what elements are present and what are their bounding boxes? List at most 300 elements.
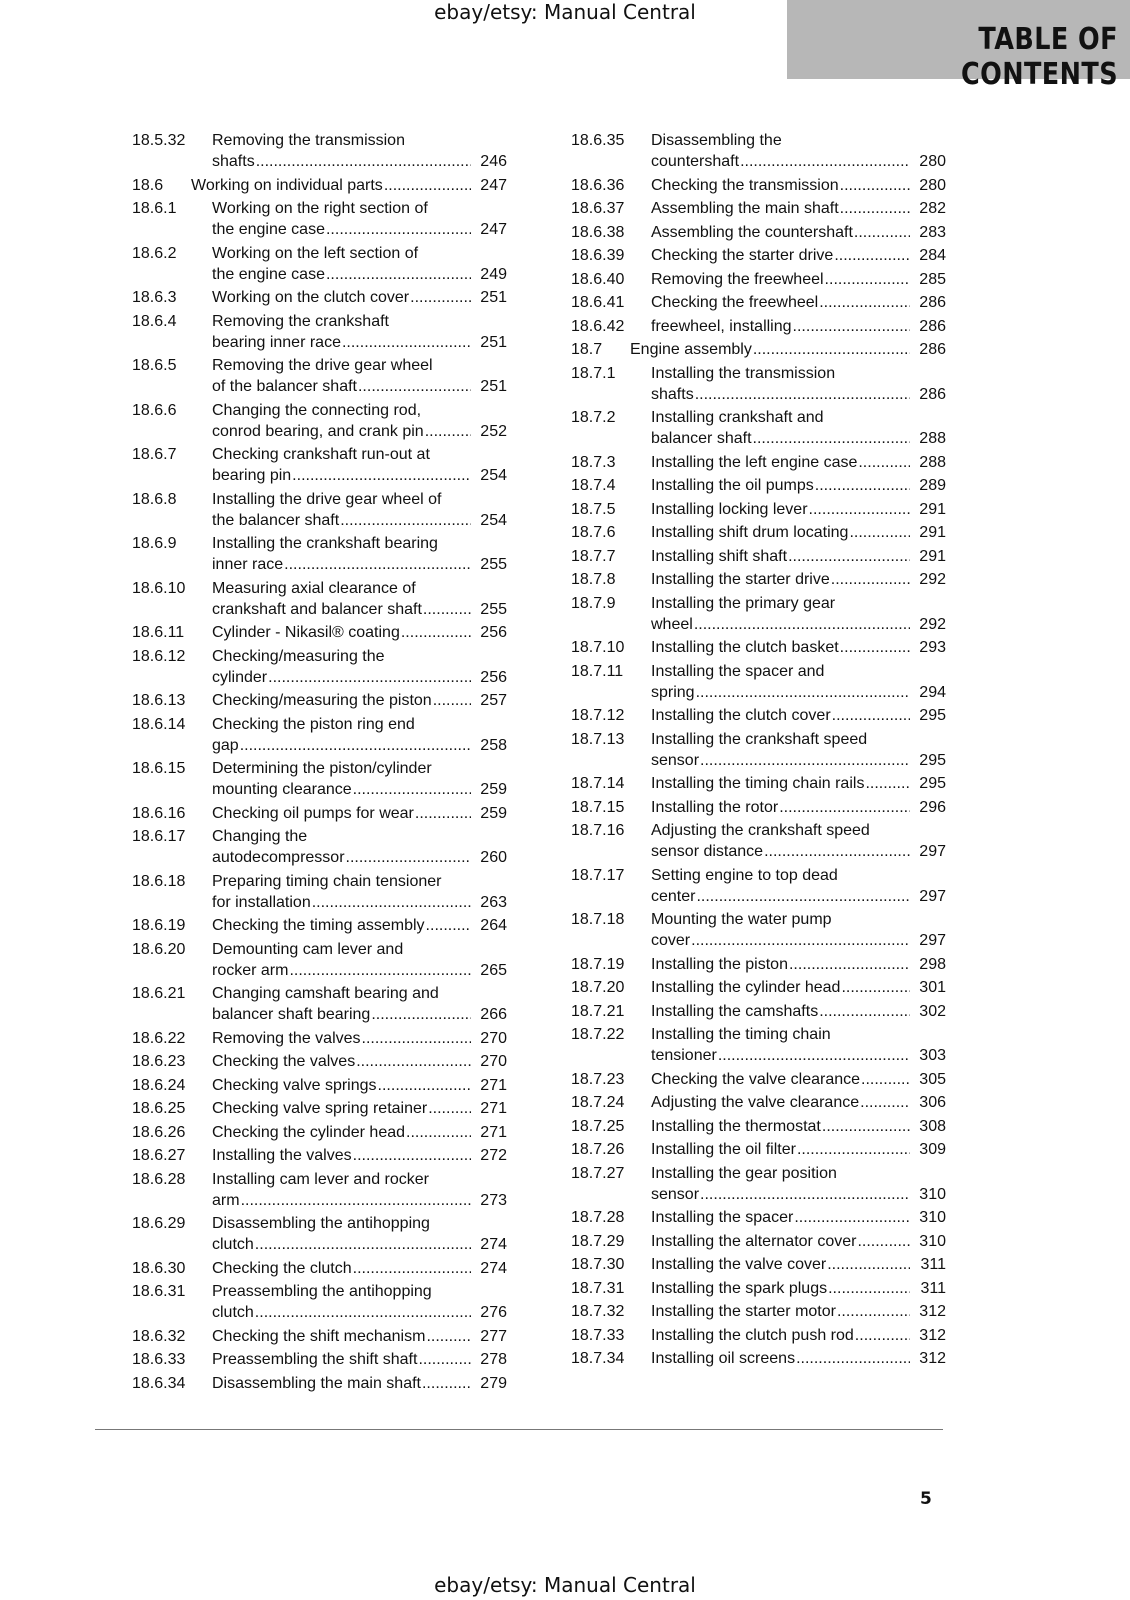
toc-entry-number: 18.6.18	[132, 872, 186, 890]
toc-entry-page: 251	[480, 378, 507, 395]
toc-entry-page: 277	[480, 1327, 507, 1345]
toc-entry[interactable]	[571, 661, 946, 703]
toc-entry-page: 274	[480, 1236, 507, 1253]
toc-entry[interactable]	[132, 1145, 507, 1166]
toc-entry-number: 18.7.26	[571, 1141, 625, 1158]
toc-entry[interactable]	[132, 758, 507, 800]
toc-entry[interactable]	[132, 939, 507, 981]
toc-entry-title: Checking the shift mechanism	[212, 1327, 426, 1345]
dot-leader	[696, 886, 910, 907]
toc-entry-title: Installing the timing chain rails	[651, 775, 865, 792]
toc-entry-page: 286	[919, 294, 946, 311]
toc-entry[interactable]	[571, 865, 946, 907]
toc-entry-page: 256	[480, 668, 507, 686]
toc-entry-title: rocker arm	[212, 961, 289, 979]
dot-leader	[753, 339, 910, 360]
toc-left-column	[132, 130, 507, 1396]
toc-entry-title: Preassembling the shift shaft	[212, 1351, 418, 1368]
toc-entry-page: 296	[919, 798, 946, 816]
dot-leader	[822, 1116, 910, 1137]
toc-entry[interactable]	[571, 593, 946, 635]
toc-entry-title: the balancer shaft	[212, 511, 340, 529]
toc-entry[interactable]	[132, 198, 507, 240]
toc-entry-page: 274	[480, 1259, 507, 1277]
toc-entry-title: Changing the connecting rod,	[212, 401, 422, 419]
toc-entry[interactable]	[571, 637, 946, 658]
toc-entry[interactable]	[132, 1213, 507, 1255]
toc-entry-number: 18.7.20	[571, 979, 625, 996]
toc-entry-page: 289	[919, 477, 946, 494]
toc-entry-title: Checking the transmission	[651, 176, 839, 194]
toc-entry[interactable]	[571, 245, 946, 266]
toc-entry-number: 18.7.18	[571, 911, 625, 928]
toc-entry[interactable]	[571, 569, 946, 590]
toc-entry-number: 18.7.24	[571, 1094, 625, 1111]
dot-leader	[794, 1207, 910, 1228]
toc-entry-page: 259	[480, 804, 507, 822]
toc-entry[interactable]	[571, 363, 946, 405]
dot-leader	[353, 1258, 471, 1279]
toc-entry[interactable]	[132, 355, 507, 397]
dot-leader	[865, 773, 910, 794]
dot-leader	[718, 1045, 910, 1066]
toc-entry[interactable]	[571, 407, 946, 449]
toc-entry-page: 247	[480, 176, 507, 194]
toc-entry-page: 265	[480, 961, 507, 979]
toc-entry-title: Installing the oil filter	[651, 1141, 796, 1158]
toc-entry-page: 297	[919, 932, 946, 949]
toc-entry[interactable]	[571, 773, 946, 794]
toc-entry-number: 18.7.12	[571, 707, 625, 724]
toc-entry-number: 18.6.16	[132, 804, 186, 822]
dot-leader	[779, 797, 910, 818]
dot-leader	[854, 222, 910, 243]
dot-leader	[406, 1122, 471, 1143]
dot-leader	[342, 332, 471, 353]
toc-entry-page: 288	[919, 453, 946, 471]
toc-entry-page: 309	[919, 1141, 946, 1158]
dot-leader	[840, 175, 910, 196]
toc-entry-title: sensor	[651, 1185, 700, 1203]
toc-entry[interactable]	[132, 622, 507, 643]
toc-entry[interactable]	[132, 444, 507, 486]
watermark-bottom: ebay/etsy: Manual Central	[434, 1573, 696, 1597]
toc-entry-title: Installing the camshafts	[651, 1002, 819, 1020]
toc-entry[interactable]	[571, 1092, 946, 1113]
toc-entry-title: Installing the primary gear	[651, 594, 836, 612]
toc-entry-page: 251	[480, 333, 507, 351]
toc-entry[interactable]	[571, 954, 946, 975]
dot-leader	[340, 510, 471, 531]
dot-leader	[825, 269, 910, 290]
toc-entry-number: 18.6.10	[132, 579, 186, 597]
toc-entry-page: 291	[919, 547, 946, 565]
toc-entry-number: 18.7.1	[571, 364, 616, 382]
toc-entry-page: 258	[480, 736, 507, 754]
toc-entry[interactable]	[132, 871, 507, 913]
toc-entry-number: 18.6.34	[132, 1374, 186, 1392]
toc-entry-title: clutch	[212, 1236, 254, 1253]
toc-entry-number: 18.7.33	[571, 1326, 625, 1344]
toc-entry[interactable]	[132, 1051, 507, 1072]
dot-leader	[326, 219, 471, 240]
dot-leader	[809, 499, 910, 520]
toc-entry-number: 18.7.21	[571, 1002, 625, 1020]
toc-entry[interactable]	[571, 797, 946, 818]
toc-entry-number: 18.6.25	[132, 1100, 186, 1117]
toc-entry-page: 297	[919, 843, 946, 860]
toc-entry-number: 18.7.17	[571, 866, 625, 884]
footer-divider	[95, 1429, 943, 1430]
toc-entry[interactable]	[571, 1278, 946, 1299]
toc-entry-title: Installing the piston	[651, 955, 788, 973]
dot-leader	[828, 1278, 910, 1299]
toc-entry-page: 271	[480, 1123, 507, 1141]
dot-leader	[410, 287, 471, 308]
toc-entry-title: Measuring axial clearance of	[212, 579, 416, 597]
toc-entry[interactable]	[132, 915, 507, 936]
toc-entry-page: 260	[480, 849, 507, 866]
toc-entry-number: 18.7.19	[571, 955, 625, 973]
toc-entry[interactable]	[571, 977, 946, 998]
toc-entry-number: 18.7.13	[571, 730, 625, 748]
toc-entry[interactable]	[132, 489, 507, 531]
toc-entry-number: 18.6.7	[132, 446, 177, 463]
toc-entry-title: Preassembling the antihopping	[212, 1283, 432, 1300]
toc-entry[interactable]	[571, 1163, 946, 1205]
toc-entry[interactable]	[571, 339, 946, 360]
toc-entry-page: 264	[480, 917, 507, 934]
dot-leader	[425, 421, 471, 442]
toc-entry-title: Working on the left section of	[212, 244, 419, 262]
dot-leader	[356, 1051, 471, 1072]
toc-entry-page: 284	[919, 247, 946, 264]
dot-leader	[837, 1301, 910, 1322]
toc-entry[interactable]	[132, 1098, 507, 1119]
toc-entry-title: cylinder	[212, 668, 268, 686]
toc-entry-title: Installing the crankshaft bearing	[212, 535, 438, 552]
toc-entry-title: Installing the valves	[212, 1147, 352, 1164]
toc-entry-number: 18.6.40	[571, 270, 625, 288]
toc-entry-title: the engine case	[212, 265, 325, 283]
toc-entry-page: 292	[919, 615, 946, 633]
toc-entry[interactable]	[571, 222, 946, 243]
dot-leader	[858, 452, 910, 473]
toc-entry[interactable]	[132, 1373, 507, 1394]
toc-entry[interactable]	[571, 1301, 946, 1322]
toc-entry-title: Installing locking lever	[651, 500, 808, 518]
toc-entry-title: the engine case	[212, 221, 325, 238]
toc-entry-title: Installing the thermostat	[651, 1117, 821, 1135]
toc-entry-number: 18.7.7	[571, 547, 616, 565]
toc-entry[interactable]	[132, 175, 507, 196]
toc-entry-page: 303	[919, 1047, 946, 1064]
toc-entry-number: 18.6.12	[132, 647, 186, 665]
toc-entry-title: Installing crankshaft and	[651, 409, 824, 426]
toc-entry-number: 18.7.31	[571, 1279, 625, 1297]
toc-entry-title: Working on the right section of	[212, 200, 428, 217]
toc-entry-title: cover	[651, 932, 691, 949]
toc-entry-title: Installing the clutch push rod	[651, 1326, 854, 1344]
dot-leader	[240, 735, 471, 756]
toc-entry[interactable]	[132, 1326, 507, 1347]
dot-leader	[700, 1184, 910, 1205]
toc-entry-title: Checking valve spring retainer	[212, 1100, 428, 1117]
toc-entry-number: 18.7.32	[571, 1303, 625, 1320]
toc-entry-title: Determining the piston/cylinder	[212, 760, 432, 777]
toc-entry-title: Installing oil screens	[651, 1350, 796, 1367]
dot-leader	[840, 198, 910, 219]
toc-entry[interactable]	[571, 1139, 946, 1160]
toc-entry-title: shafts	[651, 385, 694, 403]
dot-leader	[378, 1075, 471, 1096]
toc-entry[interactable]	[571, 1325, 946, 1346]
dot-leader	[753, 428, 910, 449]
toc-entry-title: Setting engine to top dead	[651, 866, 838, 884]
toc-entry[interactable]	[571, 546, 946, 567]
toc-entry-number: 18.7.16	[571, 822, 625, 839]
dot-leader	[358, 376, 471, 397]
toc-entry-title: Installing the valve cover	[651, 1256, 827, 1273]
dot-leader	[831, 569, 910, 590]
dot-leader	[241, 1190, 471, 1211]
dot-leader	[860, 1092, 910, 1113]
toc-entry-page: 295	[919, 751, 946, 769]
toc-entry-title: tensioner	[651, 1047, 717, 1064]
toc-entry-number: 18.7.5	[571, 500, 616, 518]
toc-entry[interactable]	[132, 130, 507, 172]
toc-entry-title: balancer shaft	[651, 430, 752, 447]
toc-entry-page: 292	[919, 571, 946, 588]
toc-entry[interactable]	[571, 705, 946, 726]
toc-entry[interactable]	[571, 292, 946, 313]
toc-entry[interactable]	[132, 400, 507, 442]
toc-entry-title: Checking the valve clearance	[651, 1070, 861, 1088]
toc-entry-number: 18.7.10	[571, 639, 625, 656]
toc-entry-title: Installing the starter drive	[651, 571, 830, 588]
toc-entry-title: Installing the oil pumps	[651, 477, 814, 494]
toc-entry[interactable]	[132, 646, 507, 688]
toc-entry-title: center	[651, 887, 696, 905]
dot-leader	[788, 546, 910, 567]
dot-leader	[819, 292, 910, 313]
toc-entry[interactable]	[132, 983, 507, 1025]
toc-entry-title: Changing camshaft bearing and	[212, 985, 439, 1002]
toc-entry-title: Installing the alternator cover	[651, 1232, 857, 1250]
toc-entry[interactable]	[571, 729, 946, 771]
toc-entry-number: 18.6.35	[571, 132, 625, 149]
toc-entry-page: 283	[919, 223, 946, 241]
toc-entry[interactable]	[132, 1028, 507, 1049]
toc-entry[interactable]	[571, 316, 946, 337]
toc-entry-number: 18.6	[132, 176, 164, 194]
toc-entry-title: clutch	[212, 1304, 254, 1321]
toc-entry[interactable]	[571, 1231, 946, 1252]
toc-entry-number: 18.7.28	[571, 1209, 625, 1226]
toc-entry-title: sensor	[651, 751, 700, 769]
toc-entry[interactable]	[132, 690, 507, 711]
toc-entry-page: 276	[480, 1304, 507, 1321]
toc-entry-page: 266	[480, 1006, 507, 1023]
toc-entry-title: mounting clearance	[212, 781, 352, 798]
toc-entry[interactable]	[132, 1349, 507, 1370]
toc-entry-title: sensor distance	[651, 843, 764, 860]
toc-entry-title: Installing the transmission	[651, 364, 836, 382]
toc-entry-title: Removing the valves	[212, 1029, 361, 1047]
toc-entry-title: inner race	[212, 556, 284, 573]
toc-entry-title: Disassembling the main shaft	[212, 1374, 421, 1392]
toc-entry-number: 18.5.32	[132, 132, 186, 149]
toc-entry-number: 18.6.36	[571, 176, 625, 194]
toc-entry-title: Checking crankshaft run-out at	[212, 446, 430, 463]
dot-leader	[433, 690, 471, 711]
dot-leader	[292, 465, 471, 486]
toc-entry-title: Checking the timing assembly	[212, 917, 425, 934]
toc-entry-number: 18.6.15	[132, 760, 186, 777]
toc-entry[interactable]	[132, 1075, 507, 1096]
toc-entry-number: 18.6.2	[132, 244, 177, 262]
toc-entry-title: Installing the clutch basket	[651, 639, 839, 656]
toc-entry-number: 18.6.20	[132, 940, 186, 958]
toc-entry[interactable]	[571, 1207, 946, 1228]
toc-entry-number: 18.7.3	[571, 453, 616, 471]
toc-entry-page: 255	[480, 600, 507, 618]
dot-leader	[834, 245, 910, 266]
toc-entry[interactable]	[571, 909, 946, 951]
toc-entry-number: 18.6.3	[132, 289, 177, 306]
toc-entry-number: 18.7.15	[571, 798, 625, 816]
toc-entry-title: Adjusting the crankshaft speed	[651, 822, 870, 839]
dot-leader	[793, 316, 910, 337]
toc-entry-number: 18.6.41	[571, 294, 625, 311]
toc-entry-title: Working on the clutch cover	[212, 289, 410, 306]
toc-entry-title: Installing the spark plugs	[651, 1279, 828, 1297]
dot-leader	[696, 682, 910, 703]
toc-entry-title: Removing the transmission	[212, 132, 405, 149]
toc-entry-title: Installing shift shaft	[651, 547, 788, 565]
toc-entry-page: 246	[480, 153, 507, 170]
dot-leader	[346, 847, 471, 868]
toc-entry[interactable]	[132, 1122, 507, 1143]
toc-entry-title: Checking the clutch	[212, 1259, 352, 1277]
toc-entry[interactable]	[571, 499, 946, 520]
toc-entry-title: Checking valve springs	[212, 1076, 377, 1094]
toc-entry-number: 18.6.31	[132, 1283, 186, 1300]
page-number: 5	[920, 1489, 932, 1509]
toc-entry[interactable]	[571, 452, 946, 473]
dot-leader	[422, 1373, 471, 1394]
toc-entry[interactable]	[132, 1281, 507, 1323]
toc-entry-page: 291	[919, 500, 946, 518]
toc-entry-number: 18.6.38	[571, 223, 625, 241]
toc-entry[interactable]	[132, 533, 507, 575]
toc-entry-number: 18.6.6	[132, 401, 177, 419]
toc-entry-page: 255	[480, 556, 507, 573]
toc-entry-page: 311	[920, 1279, 946, 1297]
toc-entry[interactable]	[132, 243, 507, 285]
toc-entry[interactable]	[571, 1254, 946, 1275]
toc-entry-page: 247	[480, 221, 507, 238]
toc-entry-page: 291	[919, 524, 946, 541]
toc-entry[interactable]	[132, 714, 507, 756]
toc-entry-title: Disassembling the	[651, 132, 782, 149]
toc-entry[interactable]	[132, 578, 507, 620]
toc-entry-number: 18.6.39	[571, 247, 625, 264]
toc-entry-number: 18.6.5	[132, 357, 177, 374]
toc-entry[interactable]	[571, 1069, 946, 1090]
dot-leader	[284, 554, 471, 575]
toc-entry-title: gap	[212, 736, 239, 754]
toc-entry-page: 286	[919, 385, 946, 403]
toc-entry-page: 310	[919, 1185, 946, 1203]
toc-entry[interactable]	[571, 1348, 946, 1369]
toc-entry-title: Installing the gear position	[651, 1164, 837, 1182]
toc-entry-page: 312	[919, 1303, 946, 1320]
toc-entry-number: 18.7.6	[571, 524, 616, 541]
toc-entry-title: countershaft	[651, 153, 740, 170]
toc-entry-number: 18.7.23	[571, 1070, 625, 1088]
dot-leader	[268, 667, 471, 688]
toc-entry-number: 18.6.24	[132, 1076, 186, 1094]
toc-entry-page: 259	[480, 781, 507, 798]
toc-entry-number: 18.6.33	[132, 1351, 186, 1368]
toc-entry[interactable]	[132, 311, 507, 353]
toc-entry-page: 252	[480, 422, 507, 440]
toc-entry-title: bearing inner race	[212, 333, 341, 351]
toc-entry[interactable]	[571, 475, 946, 496]
toc-entry-page: 310	[919, 1209, 946, 1226]
toc-entry-title: of the balancer shaft	[212, 378, 357, 395]
toc-entry[interactable]	[132, 287, 507, 308]
toc-entry-number: 18.7.34	[571, 1350, 625, 1367]
toc-entry-page: 295	[919, 707, 946, 724]
toc-entry[interactable]	[132, 826, 507, 868]
section-title: TABLE OF CONTENTS	[960, 22, 1118, 92]
toc-entry-title: Checking/measuring the	[212, 647, 385, 665]
toc-entry[interactable]	[571, 198, 946, 219]
toc-entry[interactable]	[132, 1258, 507, 1279]
toc-entry[interactable]	[132, 803, 507, 824]
toc-entry-title: Working on individual parts	[191, 176, 383, 194]
toc-entry-page: 280	[919, 176, 946, 194]
toc-entry[interactable]	[571, 269, 946, 290]
toc-entry-page: 273	[480, 1191, 507, 1209]
toc-entry-page: 280	[919, 153, 946, 170]
toc-entry[interactable]	[571, 130, 946, 172]
dot-leader	[840, 637, 910, 658]
toc-entry-number: 18.6.4	[132, 312, 177, 330]
toc-entry[interactable]	[571, 820, 946, 862]
dot-leader	[428, 1098, 471, 1119]
toc-entry-page: 263	[480, 893, 507, 911]
toc-entry-title: Checking the freewheel	[651, 294, 819, 311]
dot-leader	[691, 930, 910, 951]
toc-entry-title: Disassembling the antihopping	[212, 1215, 430, 1232]
toc-entry-page: 305	[919, 1070, 946, 1088]
dot-leader	[849, 522, 910, 543]
toc-entry[interactable]	[571, 175, 946, 196]
dot-leader	[764, 841, 910, 862]
toc-entry-title: freewheel, installing	[651, 317, 792, 335]
toc-entry-number: 18.6.32	[132, 1327, 186, 1345]
toc-entry-page: 251	[480, 289, 507, 306]
toc-entry[interactable]	[571, 1001, 946, 1022]
toc-entry-page: 272	[480, 1147, 507, 1164]
toc-entry[interactable]	[571, 1116, 946, 1137]
toc-entry[interactable]	[571, 522, 946, 543]
toc-entry[interactable]	[132, 1169, 507, 1211]
toc-entry[interactable]	[571, 1024, 946, 1066]
